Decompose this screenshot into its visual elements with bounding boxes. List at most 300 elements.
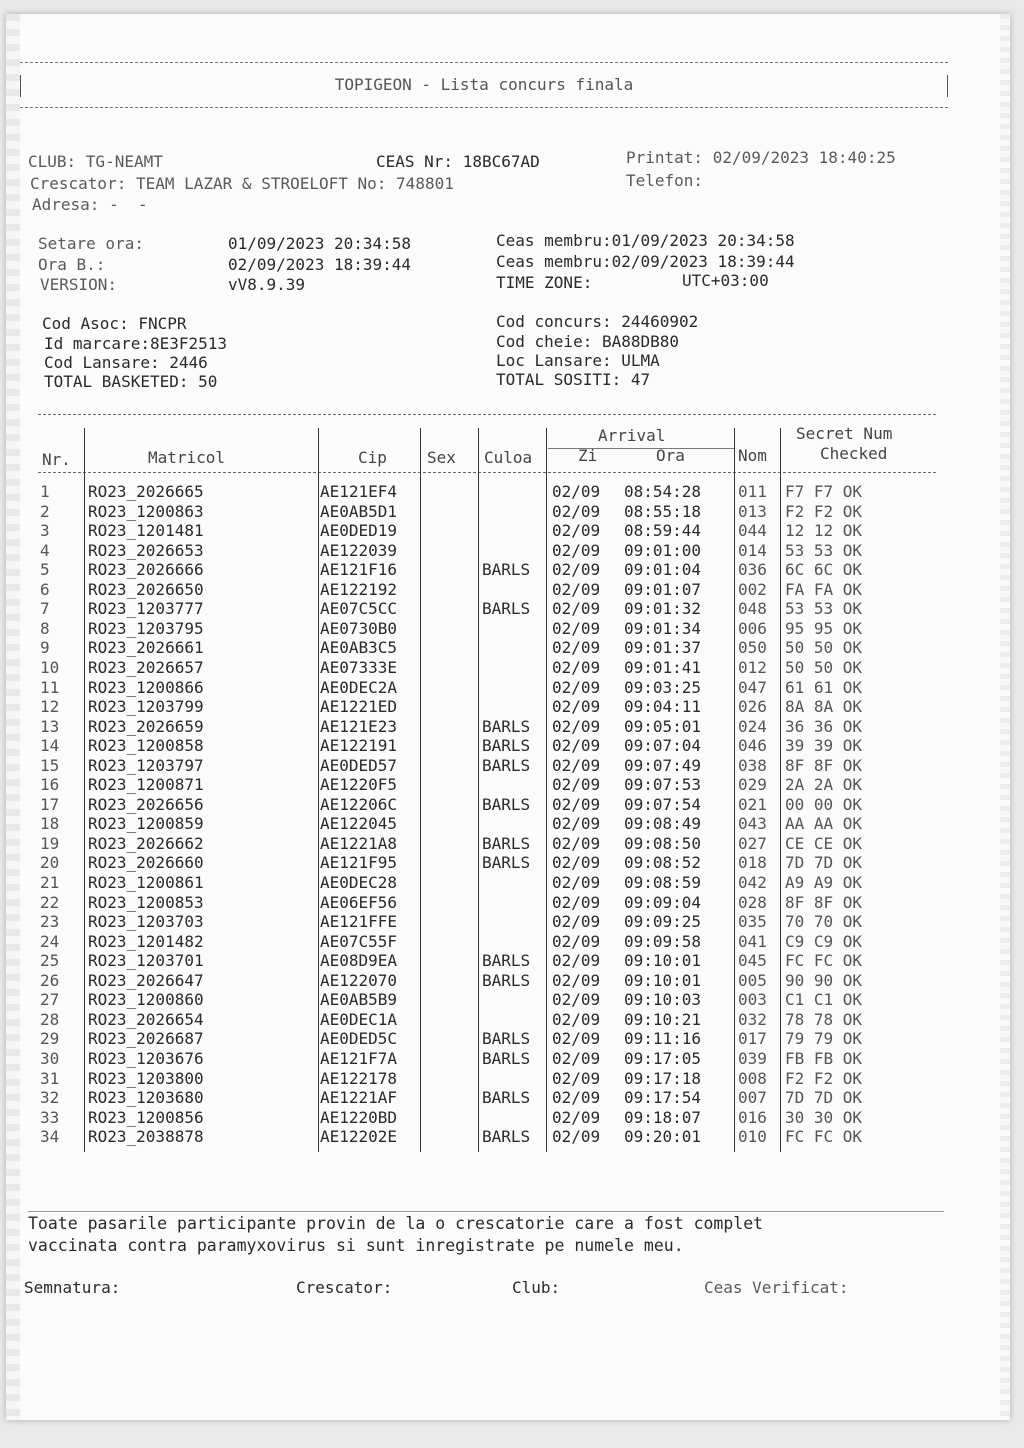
arrival-time-cell: 09:05:01 [624, 716, 702, 736]
matricol-cell: RO23_1203799 [88, 697, 204, 717]
secret-num-cell: 95 95 OK [785, 618, 863, 638]
arrival-day-cell: 02/09 [552, 677, 601, 697]
arrival-day-cell: 02/09 [552, 794, 601, 814]
row-number: 1 [40, 482, 50, 501]
nom-cell: 021 [738, 794, 767, 814]
table-row [38, 521, 938, 541]
nom-cell: 002 [738, 579, 767, 599]
secret-num-cell: 61 61 OK [785, 677, 863, 697]
row-number: 23 [40, 912, 60, 932]
loc-lansare: Loc Lansare: ULMA [496, 351, 660, 370]
arrival-day-cell: 02/09 [552, 892, 601, 912]
matricol-cell: RO23_1203680 [88, 1088, 204, 1108]
header-zi: Zi [578, 446, 598, 465]
ceas-nr: CEAS Nr: 18BC67AD [376, 152, 540, 171]
matricol-cell: RO23_1201482 [88, 931, 204, 951]
cip-cell: AE122039 [320, 540, 398, 560]
arrival-day-cell: 02/09 [552, 1107, 601, 1127]
table-row [38, 502, 938, 522]
row-number: 28 [40, 1009, 60, 1029]
table-row [38, 658, 938, 678]
arrival-time-cell: 09:01:00 [624, 540, 702, 560]
secret-num-cell: FA FA OK [785, 579, 863, 599]
table-row [38, 1069, 938, 1089]
table-row [38, 619, 938, 639]
matricol-cell: RO23_2026665 [88, 482, 204, 501]
secret-num-cell: FB FB OK [785, 1048, 863, 1068]
arrival-day-cell: 02/09 [552, 736, 601, 756]
culoare-cell: BARLS [482, 1127, 531, 1147]
cip-cell: AE08D9EA [320, 951, 398, 971]
arrival-day-cell: 02/09 [552, 579, 601, 599]
arrival-day-cell: 02/09 [552, 970, 601, 990]
arrival-time-cell: 09:01:32 [624, 599, 702, 619]
nom-cell: 017 [738, 1029, 767, 1049]
cip-cell: AE122045 [320, 814, 398, 834]
nom-cell: 005 [738, 970, 767, 990]
secret-num-cell: CE CE OK [785, 833, 863, 853]
cip-cell: AE12202E [320, 1127, 398, 1147]
time-zone-value: UTC+03:00 [682, 271, 769, 290]
culoare-cell: BARLS [482, 736, 531, 756]
table-row [38, 697, 938, 717]
cip-cell: AE0DED57 [320, 755, 398, 775]
arrival-time-cell: 09:11:16 [624, 1029, 702, 1049]
culoare-cell: BARLS [482, 1048, 531, 1068]
nom-cell: 029 [738, 775, 767, 795]
table-row [38, 893, 938, 913]
matricol-cell: RO23_1201481 [88, 521, 204, 541]
cip-cell: AE12206C [320, 794, 398, 814]
cip-cell: AE122192 [320, 579, 398, 599]
table-row [38, 736, 938, 756]
arrival-day-cell: 02/09 [552, 501, 601, 521]
table-row [38, 580, 938, 600]
arrival-time-cell: 09:10:01 [624, 951, 702, 971]
arrival-time-cell: 09:08:50 [624, 833, 702, 853]
nom-cell: 039 [738, 1048, 767, 1068]
id-marcare: Id marcare:8E3F2513 [44, 334, 228, 353]
ora-b-value: 02/09/2023 18:39:44 [228, 255, 412, 274]
secret-num-cell: F2 F2 OK [785, 501, 863, 521]
arrival-day-cell: 02/09 [552, 1068, 601, 1088]
row-number: 4 [40, 540, 50, 560]
row-number: 33 [40, 1107, 60, 1127]
table-row [38, 1010, 938, 1030]
arrival-time-cell: 09:03:25 [624, 677, 702, 697]
table-row [38, 1127, 938, 1147]
crescator-signature-label: Crescator: [296, 1278, 393, 1297]
nom-cell: 024 [738, 716, 767, 736]
arrival-time-cell: 09:08:52 [624, 853, 702, 873]
arrival-day-cell: 02/09 [552, 657, 601, 677]
nom-cell: 008 [738, 1068, 767, 1088]
arrival-time-cell: 09:01:07 [624, 579, 702, 599]
adresa: Adresa: - - [32, 195, 148, 214]
arrival-day-cell: 02/09 [552, 951, 601, 971]
cod-cheie: Cod cheie: BA88DB80 [496, 332, 680, 351]
row-number: 24 [40, 931, 60, 951]
cip-cell: AE121E23 [320, 716, 398, 736]
arrival-day-cell: 02/09 [552, 990, 601, 1010]
results-table [38, 414, 938, 1154]
secret-num-cell: AA AA OK [785, 814, 863, 834]
document-title: TOPIGEON - Lista concurs finala [334, 75, 634, 94]
row-number: 10 [40, 657, 60, 677]
matricol-cell: RO23_2038878 [88, 1127, 204, 1147]
cip-cell: AE07333E [320, 657, 398, 677]
nom-cell: 014 [738, 540, 767, 560]
culoare-cell: BARLS [482, 794, 531, 814]
telefon: Telefon: [626, 171, 704, 190]
club-label: CLUB: TG-NEAMT [28, 152, 163, 171]
matricol-cell: RO23_1200853 [88, 892, 204, 912]
matricol-cell: RO23_1203795 [88, 618, 204, 638]
arrival-time-cell: 09:01:34 [624, 618, 702, 638]
matricol-cell: RO23_2026653 [88, 540, 204, 560]
arrival-time-cell: 09:17:18 [624, 1068, 702, 1088]
header-arrival: Arrival [598, 426, 666, 445]
nom-cell: 041 [738, 931, 767, 951]
ceas-membru-2: Ceas membru:02/09/2023 18:39:44 [496, 252, 795, 271]
matricol-cell: RO23_1200871 [88, 775, 204, 795]
row-number: 2 [40, 501, 50, 521]
arrival-time-cell: 09:07:04 [624, 736, 702, 756]
arrival-day-cell: 02/09 [552, 775, 601, 795]
row-number: 3 [40, 521, 50, 541]
secret-num-cell: 30 30 OK [785, 1107, 863, 1127]
secret-num-cell: C9 C9 OK [785, 931, 863, 951]
nom-cell: 042 [738, 873, 767, 892]
cip-cell: AE06EF56 [320, 892, 398, 912]
arrival-time-cell: 09:07:53 [624, 775, 702, 795]
nom-cell: 018 [738, 853, 767, 873]
matricol-cell: RO23_1203676 [88, 1048, 204, 1068]
secret-num-cell: 8F 8F OK [785, 755, 863, 775]
row-number: 8 [40, 618, 50, 638]
arrival-day-cell: 02/09 [552, 482, 601, 501]
culoare-cell: BARLS [482, 951, 531, 971]
cip-cell: AE121EF4 [320, 482, 398, 501]
arrival-time-cell: 09:07:54 [624, 794, 702, 814]
version-value: vV8.9.39 [228, 275, 306, 294]
cip-cell: AE07C5CC [320, 599, 398, 619]
arrival-day-cell: 02/09 [552, 814, 601, 834]
arrival-time-cell: 09:10:21 [624, 1009, 702, 1029]
arrival-day-cell: 02/09 [552, 540, 601, 560]
arrival-day-cell: 02/09 [552, 931, 601, 951]
secret-num-cell: 50 50 OK [785, 657, 863, 677]
printat: Printat: 02/09/2023 18:40:25 [626, 148, 896, 167]
row-number: 15 [40, 755, 60, 775]
cip-cell: AE122191 [320, 736, 398, 756]
table-row [38, 1088, 938, 1108]
arrival-day-cell: 02/09 [552, 638, 601, 658]
row-number: 11 [40, 677, 60, 697]
table-row [38, 599, 938, 619]
secret-num-cell: A9 A9 OK [785, 873, 863, 892]
cip-cell: AE0DED5C [320, 1029, 398, 1049]
row-number: 12 [40, 697, 60, 717]
arrival-day-cell: 02/09 [552, 521, 601, 541]
table-row [38, 795, 938, 815]
matricol-cell: RO23_2026662 [88, 833, 204, 853]
arrival-time-cell: 09:10:03 [624, 990, 702, 1010]
title-box [20, 62, 948, 108]
arrival-time-cell: 09:07:49 [624, 755, 702, 775]
row-number: 9 [40, 638, 50, 658]
arrival-day-cell: 02/09 [552, 1029, 601, 1049]
arrival-day-cell: 02/09 [552, 1048, 601, 1068]
total-basketed: TOTAL BASKETED: 50 [44, 372, 218, 391]
secret-num-cell: 12 12 OK [785, 521, 863, 541]
cip-cell: AE1221A8 [320, 833, 398, 853]
culoare-cell: BARLS [482, 970, 531, 990]
nom-cell: 032 [738, 1009, 767, 1029]
nom-cell: 038 [738, 755, 767, 775]
table-row [38, 873, 938, 893]
culoare-cell: BARLS [482, 716, 531, 736]
row-number: 7 [40, 599, 50, 619]
nom-cell: 026 [738, 697, 767, 717]
nom-cell: 016 [738, 1107, 767, 1127]
cip-cell: AE0DEC2A [320, 677, 398, 697]
matricol-cell: RO23_1203703 [88, 912, 204, 932]
nom-cell: 044 [738, 521, 767, 541]
ora-b-label: Ora B.: [38, 255, 106, 274]
nom-cell: 046 [738, 736, 767, 756]
culoare-cell: BARLS [482, 560, 531, 580]
secret-num-cell: 6C 6C OK [785, 560, 863, 580]
arrival-day-cell: 02/09 [552, 853, 601, 873]
nom-cell: 013 [738, 501, 767, 521]
arrival-time-cell: 09:04:11 [624, 697, 702, 717]
matricol-cell: RO23_1203701 [88, 951, 204, 971]
secret-num-cell: 8A 8A OK [785, 697, 863, 717]
ceas-verificat-label: Ceas Verificat: [704, 1278, 849, 1297]
cip-cell: AE0AB5B9 [320, 990, 398, 1010]
arrival-time-cell: 09:20:01 [624, 1127, 702, 1147]
table-row [38, 1029, 938, 1049]
arrival-time-cell: 09:01:41 [624, 657, 702, 677]
row-number: 29 [40, 1029, 60, 1049]
cip-cell: AE121FFE [320, 912, 398, 932]
row-number: 21 [40, 873, 60, 892]
cip-cell: AE122070 [320, 970, 398, 990]
arrival-day-cell: 02/09 [552, 618, 601, 638]
arrival-day-cell: 02/09 [552, 1088, 601, 1108]
setare-ora-value: 01/09/2023 20:34:58 [228, 234, 412, 253]
row-number: 34 [40, 1127, 60, 1147]
nom-cell: 003 [738, 990, 767, 1010]
secret-num-cell: 00 00 OK [785, 794, 863, 814]
nom-cell: 012 [738, 657, 767, 677]
matricol-cell: RO23_2026647 [88, 970, 204, 990]
arrival-time-cell: 08:59:44 [624, 521, 702, 541]
arrival-day-cell: 02/09 [552, 560, 601, 580]
table-row [38, 971, 938, 991]
arrival-day-cell: 02/09 [552, 1009, 601, 1029]
row-number: 5 [40, 560, 50, 580]
nom-cell: 050 [738, 638, 767, 658]
header-matricol: Matricol [148, 448, 226, 467]
secret-num-cell: 39 39 OK [785, 736, 863, 756]
arrival-time-cell: 08:55:18 [624, 501, 702, 521]
nom-cell: 028 [738, 892, 767, 912]
arrival-day-cell: 02/09 [552, 755, 601, 775]
table-row [38, 990, 938, 1010]
matricol-cell: RO23_2026661 [88, 638, 204, 658]
matricol-cell: RO23_1200866 [88, 677, 204, 697]
arrival-time-cell: 09:08:59 [624, 873, 702, 892]
nom-cell: 007 [738, 1088, 767, 1108]
arrival-time-cell: 09:18:07 [624, 1107, 702, 1127]
matricol-cell: RO23_2026666 [88, 560, 204, 580]
nom-cell: 047 [738, 677, 767, 697]
table-row [38, 932, 938, 952]
cip-cell: AE0730B0 [320, 618, 398, 638]
arrival-time-cell: 09:09:58 [624, 931, 702, 951]
matricol-cell: RO23_1200858 [88, 736, 204, 756]
secret-num-cell: 2A 2A OK [785, 775, 863, 795]
secret-num-cell: 7D 7D OK [785, 853, 863, 873]
row-number: 27 [40, 990, 60, 1010]
vaccination-statement-line1: Toate pasarile participante provin de la o crescatorie care a fost complet [28, 1214, 764, 1233]
time-zone-label: TIME ZONE: [496, 273, 593, 292]
matricol-cell: RO23_1200859 [88, 814, 204, 834]
secret-num-cell: 90 90 OK [785, 970, 863, 990]
arrival-day-cell: 02/09 [552, 599, 601, 619]
table-row [38, 1049, 938, 1069]
matricol-cell: RO23_2026650 [88, 579, 204, 599]
secret-num-cell: 78 78 OK [785, 1009, 863, 1029]
header-culoa: Culoa [484, 448, 533, 467]
nom-cell: 027 [738, 833, 767, 853]
row-number: 26 [40, 970, 60, 990]
matricol-cell: RO23_1203800 [88, 1068, 204, 1088]
culoare-cell: BARLS [482, 755, 531, 775]
nom-cell: 011 [738, 482, 767, 501]
secret-num-cell: 7D 7D OK [785, 1088, 863, 1108]
row-number: 14 [40, 736, 60, 756]
culoare-cell: BARLS [482, 599, 531, 619]
cip-cell: AE0DED19 [320, 521, 398, 541]
version-label: VERSION: [40, 275, 118, 294]
cod-concurs: Cod concurs: 24460902 [496, 312, 699, 331]
arrival-day-cell: 02/09 [552, 873, 601, 892]
arrival-time-cell: 09:17:05 [624, 1048, 702, 1068]
row-number: 16 [40, 775, 60, 795]
cip-cell: AE0DEC28 [320, 873, 398, 892]
table-row [38, 834, 938, 854]
club-signature-label: Club: [512, 1278, 561, 1297]
matricol-cell: RO23_1203797 [88, 755, 204, 775]
row-number: 22 [40, 892, 60, 912]
cip-cell: AE1220BD [320, 1107, 398, 1127]
matricol-cell: RO23_1203777 [88, 599, 204, 619]
secret-num-cell: FC FC OK [785, 951, 863, 971]
arrival-day-cell: 02/09 [552, 697, 601, 717]
nom-cell: 043 [738, 814, 767, 834]
cip-cell: AE1220F5 [320, 775, 398, 795]
arrival-day-cell: 02/09 [552, 912, 601, 932]
table-row [38, 951, 938, 971]
row-number: 31 [40, 1068, 60, 1088]
matricol-cell: RO23_2026656 [88, 794, 204, 814]
matricol-cell: RO23_1200861 [88, 873, 204, 892]
cip-cell: AE121F7A [320, 1048, 398, 1068]
setare-ora-label: Setare ora: [38, 234, 144, 253]
culoare-cell: BARLS [482, 853, 531, 873]
cip-cell: AE121F95 [320, 853, 398, 873]
nom-cell: 006 [738, 618, 767, 638]
secret-num-cell: 36 36 OK [785, 716, 863, 736]
total-sositi: TOTAL SOSITI: 47 [496, 370, 651, 389]
cip-cell: AE1221AF [320, 1088, 398, 1108]
secret-num-cell: F2 F2 OK [785, 1068, 863, 1088]
nom-cell: 045 [738, 951, 767, 971]
table-row [38, 560, 938, 580]
arrival-time-cell: 09:01:04 [624, 560, 702, 580]
row-number: 17 [40, 794, 60, 814]
arrival-day-cell: 02/09 [552, 833, 601, 853]
table-row [38, 912, 938, 932]
header-nr: Nr. [42, 450, 71, 469]
table-row [38, 541, 938, 561]
row-number: 19 [40, 833, 60, 853]
arrival-time-cell: 09:01:37 [624, 638, 702, 658]
culoare-cell: BARLS [482, 833, 531, 853]
cip-cell: AE0AB5D1 [320, 501, 398, 521]
table-row [38, 482, 938, 502]
cip-cell: AE0AB3C5 [320, 638, 398, 658]
table-row [38, 756, 938, 776]
table-row [38, 638, 938, 658]
header-nom: Nom [738, 446, 767, 465]
header-cip: Cip [358, 448, 387, 467]
secret-num-cell: 53 53 OK [785, 540, 863, 560]
matricol-cell: RO23_2026654 [88, 1009, 204, 1029]
secret-num-cell: 53 53 OK [785, 599, 863, 619]
arrival-time-cell: 08:54:28 [624, 482, 702, 501]
header-ora: Ora [656, 446, 685, 465]
arrival-time-cell: 09:09:25 [624, 912, 702, 932]
culoare-cell: BARLS [482, 1029, 531, 1049]
matricol-cell: RO23_2026660 [88, 853, 204, 873]
header-secret-num: Secret Num [796, 424, 893, 443]
cip-cell: AE121F16 [320, 560, 398, 580]
culoare-cell: BARLS [482, 1088, 531, 1108]
arrival-time-cell: 09:10:01 [624, 970, 702, 990]
secret-num-cell: 8F 8F OK [785, 892, 863, 912]
semnatura-label: Semnatura: [24, 1278, 121, 1297]
arrival-day-cell: 02/09 [552, 716, 601, 736]
secret-num-cell: FC FC OK [785, 1127, 863, 1147]
secret-num-cell: F7 F7 OK [785, 482, 863, 501]
secret-num-cell: 79 79 OK [785, 1029, 863, 1049]
row-number: 32 [40, 1088, 60, 1108]
table-row [38, 853, 938, 873]
secret-num-cell: 50 50 OK [785, 638, 863, 658]
table-row [38, 1108, 938, 1128]
cip-cell: AE07C55F [320, 931, 398, 951]
header-checked: Checked [820, 444, 888, 463]
table-row [38, 775, 938, 795]
nom-cell: 035 [738, 912, 767, 932]
arrival-time-cell: 09:17:54 [624, 1088, 702, 1108]
matricol-cell: RO23_1200863 [88, 501, 204, 521]
matricol-cell: RO23_1200860 [88, 990, 204, 1010]
